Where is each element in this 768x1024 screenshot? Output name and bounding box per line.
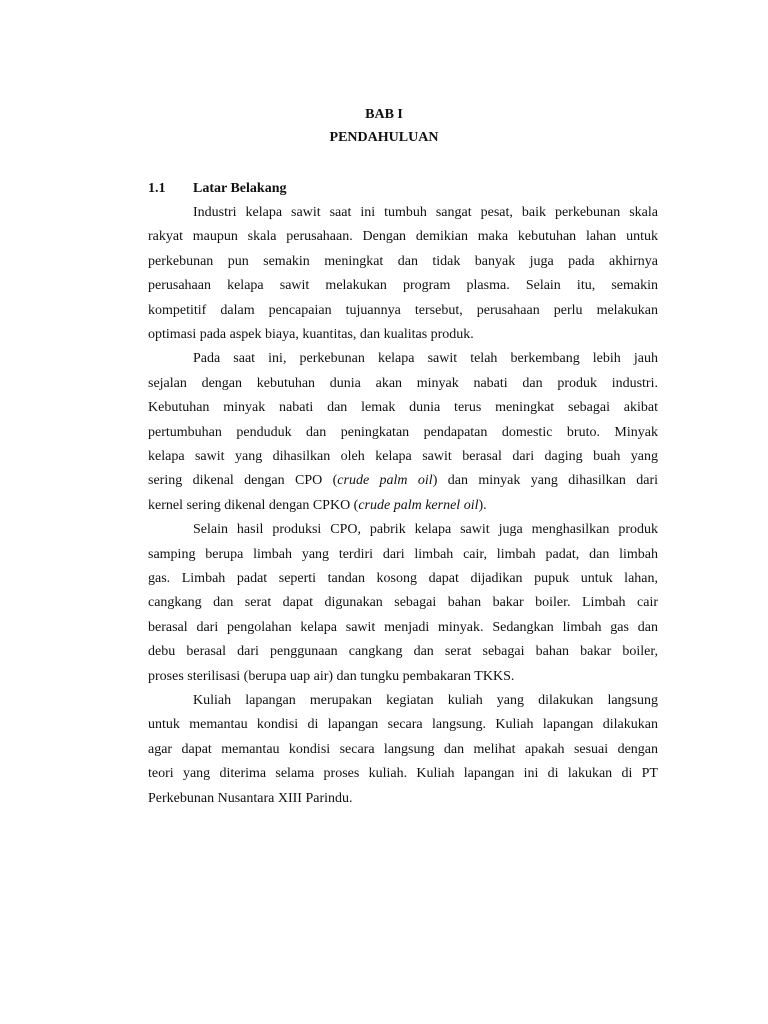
paragraph-2-line: kernel sering dikenal dengan CPKO (crude palm kernel oil). [148, 497, 487, 513]
paragraph-4-line: teori yang diterima selama proses kuliah. Kuliah lapangan ini di lakukan di PT [148, 766, 658, 782]
paragraph-1-line: perkebunan pun semakin meningkat dan tidak banyak juga pada akhirnya [148, 253, 658, 269]
paragraph-1-line: rakyat maupun skala perusahaan. Dengan demikian maka kebutuhan lahan untuk [148, 229, 658, 245]
paragraph-4-line: Kuliah lapangan merupakan kegiatan kuliah yang dilakukan langsung [193, 693, 658, 708]
paragraph-3-line: cangkang dan serat dapat digunakan sebagai bahan bakar boiler. Limbah cair [148, 595, 658, 611]
paragraph-1-line: Industri kelapa sawit saat ini tumbuh sangat pesat, baik perkebunan skala [193, 205, 658, 220]
paragraph-2-line: pertumbuhan penduduk dan peningkatan pendapatan domestic bruto. Minyak [148, 424, 658, 440]
chapter-label: BAB I [365, 107, 403, 122]
paragraph-2-line: sering dikenal dengan CPO (crude palm oil) dan minyak yang dihasilkan dari [148, 473, 659, 489]
section-heading: Latar Belakang [193, 181, 287, 196]
paragraph-2-line: sejalan dengan kebutuhan dunia akan minyak nabati dan produk industri. [148, 375, 658, 391]
chapter-title: PENDAHULUAN [329, 130, 439, 145]
paragraph-4-line: untuk memantau kondisi di lapangan secara langsung. Kuliah lapangan dilakukan [148, 717, 658, 733]
paragraph-2-line: Pada saat ini, perkebunan kelapa sawit telah berkembang lebih jauh [193, 351, 658, 367]
paragraph-3-line: samping berupa limbah yang terdiri dari limbah cair, limbah padat, dan limbah [148, 546, 658, 562]
paragraph-2-line: Kebutuhan minyak nabati dan lemak dunia terus meningkat sebagai akibat [148, 400, 658, 416]
paragraph-4-line: agar dapat memantau kondisi secara langsung dan melihat apakah sesuai dengan [148, 741, 658, 757]
paragraph-1-line: kompetitif dalam pencapaian tujuannya tersebut, perusahaan perlu melakukan [148, 302, 658, 318]
paragraph-3-line: Selain hasil produksi CPO, pabrik kelapa sawit juga menghasilkan produk [193, 522, 658, 538]
section-number: 1.1 [148, 181, 166, 196]
paragraph-1-line: perusahaan kelapa sawit melakukan program plasma. Selain itu, semakin [148, 278, 658, 294]
italic-term: crude palm oil [337, 473, 433, 489]
paragraph-3-line: berasal dari pengolahan kelapa sawit menjadi minyak. Sedangkan limbah gas dan [148, 619, 658, 635]
paragraph-2-line: kelapa sawit yang dihasilkan oleh kelapa sawit berasal dari daging buah yang [148, 449, 658, 464]
paragraph-4-line: Perkebunan Nusantara XIII Parindu. [148, 790, 353, 806]
paragraph-3-line: debu berasal dari penggunaan cangkang dan serat sebagai bahan bakar boiler, [148, 644, 658, 660]
paragraph-3-line: proses sterilisasi (berupa uap air) dan tungku pembakaran TKKS. [148, 668, 515, 684]
paragraph-3-line: gas. Limbah padat seperti tandan kosong dapat dijadikan pupuk untuk lahan, [148, 571, 658, 586]
paragraph-1-line: optimasi pada aspek biaya, kuantitas, dan kualitas produk. [148, 327, 474, 342]
italic-term: crude palm kernel oil [358, 497, 479, 513]
